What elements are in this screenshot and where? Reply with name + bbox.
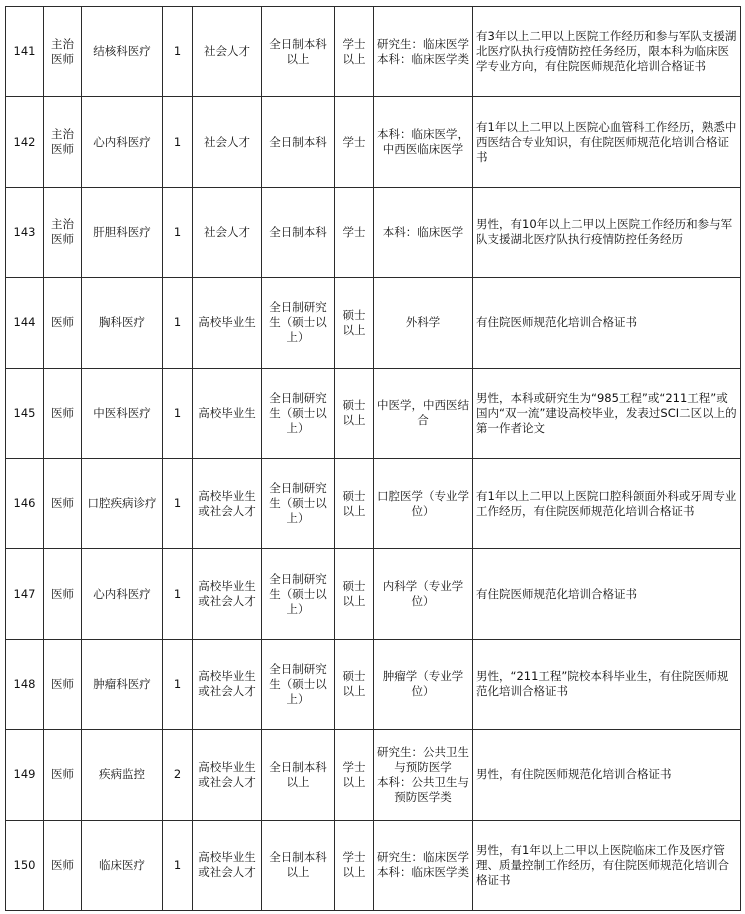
- department-cell: 肝胆科医疗: [82, 187, 163, 277]
- requirements-cell: 男性，本科或研究生为“985工程”或“211工程”或国内“双一流”建设高校毕业，发表过SCI二区以上的第一作者论文: [473, 368, 741, 458]
- table-row: [6, 549, 741, 639]
- education-cell: 全日制研究生（硕士以上）: [262, 278, 335, 368]
- major-cell: [374, 7, 473, 97]
- job-title-cell: 医师: [44, 458, 82, 548]
- position-number-cell: 149: [6, 730, 44, 820]
- candidate-source-cell: 高校毕业生: [193, 278, 262, 368]
- job-title-cell: 医师: [44, 730, 82, 820]
- requirements-cell: 男性，有10年以上二甲以上医院工作经历和参与军队支援湖北医疗队执行疫情防控任务经历: [473, 187, 741, 277]
- requirements-cell: 有住院医师规范化培训合格证书: [473, 278, 741, 368]
- major-line: 内科学（专业学位）: [382, 579, 464, 609]
- table-row: [6, 278, 741, 368]
- candidate-source-cell: 高校毕业生或社会人才: [193, 639, 262, 729]
- department-cell: 心内科医疗: [82, 549, 163, 639]
- job-title-cell: 医师: [44, 820, 82, 910]
- candidate-source-cell: 社会人才: [193, 187, 262, 277]
- major-line: 中医学，中西医结合: [377, 398, 469, 428]
- headcount-cell: 2: [163, 730, 193, 820]
- headcount-cell: 1: [163, 639, 193, 729]
- degree-cell: 学士以上: [335, 820, 374, 910]
- major-line: 口腔医学（专业学位）: [377, 488, 469, 518]
- degree-cell: 硕士以上: [335, 368, 374, 458]
- candidate-source-cell: 高校毕业生或社会人才: [193, 458, 262, 548]
- major-cell: [374, 639, 473, 729]
- job-title-cell: 医师: [44, 549, 82, 639]
- degree-cell: 硕士以上: [335, 458, 374, 548]
- department-cell: 肿瘤科医疗: [82, 639, 163, 729]
- department-cell: 胸科医疗: [82, 278, 163, 368]
- degree-cell: 学士以上: [335, 7, 374, 97]
- degree-cell: 硕士以上: [335, 639, 374, 729]
- headcount-cell: 1: [163, 187, 193, 277]
- position-number-cell: 143: [6, 187, 44, 277]
- major-line: 本科：临床医学，中西医临床医学: [377, 127, 469, 157]
- major-cell: [374, 368, 473, 458]
- position-number-cell: 144: [6, 278, 44, 368]
- degree-cell: 硕士以上: [335, 549, 374, 639]
- degree-cell: 硕士以上: [335, 278, 374, 368]
- table-row: [6, 7, 741, 97]
- position-number-cell: 142: [6, 97, 44, 187]
- requirements-cell: 有3年以上二甲以上医院工作经历和参与军队支援湖北医疗队执行疫情防控任务经历，限本科为临床医学专业方向，有住院医师规范化培训合格证书: [473, 7, 741, 97]
- job-title-cell: 主治医师: [44, 187, 82, 277]
- position-number-cell: 148: [6, 639, 44, 729]
- education-cell: 全日制本科以上: [262, 820, 335, 910]
- degree-cell: 学士以上: [335, 730, 374, 820]
- position-number-cell: 147: [6, 549, 44, 639]
- table-row: [6, 187, 741, 277]
- education-cell: 全日制本科: [262, 97, 335, 187]
- requirements-cell: 男性，有住院医师规范化培训合格证书: [473, 730, 741, 820]
- candidate-source-cell: 高校毕业生或社会人才: [193, 820, 262, 910]
- candidate-source-cell: 高校毕业生或社会人才: [193, 730, 262, 820]
- table-row: [6, 368, 741, 458]
- major-line: 研究生：公共卫生与预防医学: [377, 744, 469, 774]
- department-cell: 心内科医疗: [82, 97, 163, 187]
- position-number-cell: 146: [6, 458, 44, 548]
- department-cell: 中医科医疗: [82, 368, 163, 458]
- major-cell: [374, 730, 473, 820]
- position-number-cell: 141: [6, 7, 44, 97]
- headcount-cell: 1: [163, 97, 193, 187]
- major-cell: [374, 458, 473, 548]
- requirements-cell: 有1年以上二甲以上医院心血管科工作经历，熟悉中西医结合专业知识，有住院医师规范化培训合格证书: [473, 97, 741, 187]
- major-cell: [374, 97, 473, 187]
- headcount-cell: 1: [163, 368, 193, 458]
- headcount-cell: 1: [163, 7, 193, 97]
- job-title-cell: 医师: [44, 639, 82, 729]
- requirements-cell: 男性，“211工程”院校本科毕业生，有住院医师规范化培训合格证书: [473, 639, 741, 729]
- major-cell: [374, 187, 473, 277]
- position-number-cell: 150: [6, 820, 44, 910]
- department-cell: 口腔疾病诊疗: [82, 458, 163, 548]
- table-row: [6, 639, 741, 729]
- education-cell: 全日制研究生（硕士以上）: [262, 368, 335, 458]
- major-line: 本科：临床医学类: [377, 51, 469, 66]
- candidate-source-cell: 高校毕业生: [193, 368, 262, 458]
- headcount-cell: 1: [163, 278, 193, 368]
- education-cell: 全日制研究生（硕士以上）: [262, 639, 335, 729]
- job-title-cell: 主治医师: [44, 97, 82, 187]
- requirements-cell: 有1年以上二甲以上医院口腔科颌面外科或牙周专业工作经历，有住院医师规范化培训合格证书: [473, 458, 741, 548]
- degree-cell: 学士: [335, 187, 374, 277]
- education-cell: 全日制本科以上: [262, 730, 335, 820]
- candidate-source-cell: 社会人才: [193, 97, 262, 187]
- major-cell: [374, 820, 473, 910]
- requirements-cell: 男性，有1年以上二甲以上医院临床工作及医疗管理、质量控制工作经历，有住院医师规范化培训合格证书: [473, 820, 741, 910]
- job-title-cell: 主治医师: [44, 7, 82, 97]
- table-row: [6, 97, 741, 187]
- department-cell: 临床医疗: [82, 820, 163, 910]
- position-number-cell: 145: [6, 368, 44, 458]
- major-line: 外科学: [405, 315, 441, 330]
- job-title-cell: 医师: [44, 368, 82, 458]
- education-cell: 全日制本科: [262, 187, 335, 277]
- degree-cell: 学士: [335, 97, 374, 187]
- headcount-cell: 1: [163, 458, 193, 548]
- education-cell: 全日制研究生（硕士以上）: [262, 549, 335, 639]
- table-body: [6, 7, 741, 911]
- candidate-source-cell: 高校毕业生或社会人才: [193, 549, 262, 639]
- table-row: [6, 820, 741, 910]
- candidate-source-cell: 社会人才: [193, 7, 262, 97]
- department-cell: 结核科医疗: [82, 7, 163, 97]
- table-row: [6, 730, 741, 820]
- major-cell: [374, 278, 473, 368]
- education-cell: 全日制本科以上: [262, 7, 335, 97]
- table-row: [6, 458, 741, 548]
- job-title-cell: 医师: [44, 278, 82, 368]
- major-line: 肿瘤学（专业学位）: [382, 669, 464, 699]
- recruitment-table: [5, 6, 741, 911]
- major-line: 本科：公共卫生与预防医学类: [377, 774, 469, 804]
- department-cell: 疾病监控: [82, 730, 163, 820]
- major-line: 研究生：临床医学: [377, 850, 469, 865]
- major-line: 本科：临床医学类: [377, 865, 469, 880]
- headcount-cell: 1: [163, 820, 193, 910]
- major-line: 本科：临床医学: [382, 224, 464, 239]
- requirements-cell: 有住院医师规范化培训合格证书: [473, 549, 741, 639]
- headcount-cell: 1: [163, 549, 193, 639]
- education-cell: 全日制研究生（硕士以上）: [262, 458, 335, 548]
- major-line: 研究生：临床医学: [377, 36, 469, 51]
- major-cell: [374, 549, 473, 639]
